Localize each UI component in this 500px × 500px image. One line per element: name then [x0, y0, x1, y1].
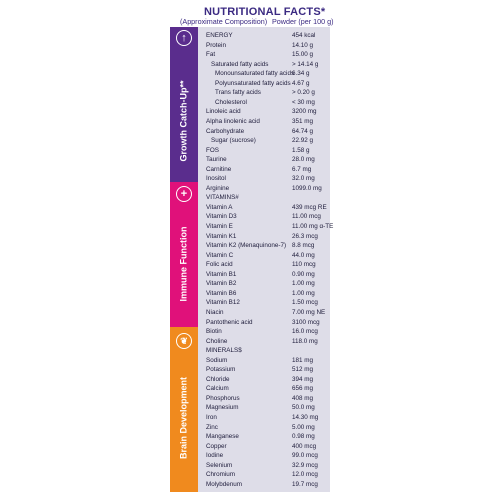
nutrient-name: Chromium — [206, 471, 236, 479]
table-row — [198, 79, 330, 89]
table-row — [198, 41, 330, 51]
nutrient-name: Biotin — [206, 328, 222, 336]
nutrient-name: Trans fatty acids — [215, 89, 261, 97]
subtitle-left: (Approximate Composition) — [180, 17, 268, 26]
nutrient-value: 12.0 mcg — [292, 471, 318, 479]
nutrient-name: Sugar (sucrose) — [211, 137, 256, 145]
table-row — [198, 136, 330, 146]
nutrient-value: > 0.20 g — [292, 89, 315, 97]
nutrient-name: MINERALS$ — [206, 347, 242, 355]
nutrient-value: 512 mg — [292, 366, 314, 374]
nutrient-value: 22.92 g — [292, 137, 314, 145]
nutrient-value: 19.7 mcg — [292, 480, 318, 488]
nutrient-name: Magnesium — [206, 404, 239, 412]
table-row — [198, 203, 330, 213]
nutrient-name: Iodine — [206, 452, 224, 460]
table-row — [198, 241, 330, 251]
nutrient-value: 1.50 mcg — [292, 299, 318, 307]
nutrient-name: Linoleic acid — [206, 108, 241, 116]
nutrient-name: Saturated fatty acids — [211, 60, 269, 68]
table-row — [198, 423, 330, 433]
nutrient-name: Vitamin C — [206, 251, 234, 259]
nutrient-value: 408 mg — [292, 394, 314, 402]
table-row — [198, 117, 330, 127]
nutrient-name: Protein — [206, 41, 226, 49]
table-row — [198, 308, 330, 318]
nutrient-value: 0.90 mg — [292, 270, 315, 278]
nutrient-value: 64.74 g — [292, 127, 314, 135]
up-arrow-icon: ↑ — [176, 30, 192, 46]
growth-label: Growth Catch-Up** — [178, 80, 189, 162]
table-row — [198, 212, 330, 222]
nutrient-value: 11.00 mcg — [292, 213, 321, 221]
nutrient-value: 14.30 mg — [292, 414, 319, 421]
table-row — [198, 413, 330, 423]
table-row — [198, 384, 330, 394]
nutrient-name: Vitamin B2 — [206, 280, 237, 288]
nutrient-value: 11.00 mg α-TE — [292, 223, 334, 230]
table-row — [198, 31, 330, 41]
nutrient-name: Alpha linolenic acid — [206, 117, 260, 125]
table-row — [198, 327, 330, 337]
table-row — [198, 232, 330, 242]
nutrient-name: Chloride — [206, 375, 230, 383]
table-row — [198, 432, 330, 442]
table-row — [198, 50, 330, 60]
nutrient-value: 50.0 mg — [292, 404, 315, 412]
table-row — [198, 69, 330, 79]
table-row — [198, 356, 330, 366]
table-row — [198, 346, 330, 356]
table-row — [198, 165, 330, 175]
nutrient-name: Vitamin K2 (Menaquinone-7) — [206, 242, 287, 250]
nutrient-name: ENERGY — [206, 32, 233, 39]
nutrient-value: > 14.14 g — [292, 60, 319, 68]
nutrient-name: Vitamin E — [206, 223, 233, 230]
nutrient-name: Arginine — [206, 184, 230, 192]
table-row — [198, 174, 330, 184]
nutrient-name: Inositol — [206, 175, 226, 183]
table-row — [198, 260, 330, 270]
nutrient-value: 351 mg — [292, 117, 314, 125]
nutrient-name: Carbohydrate — [206, 127, 245, 135]
nutrient-value: 1.58 g — [292, 146, 310, 154]
nutrient-value: 28.0 mg — [292, 156, 315, 164]
nutrient-name: Folic acid — [206, 261, 233, 269]
nutrient-name: Polyunsaturated fatty acids — [215, 79, 291, 87]
table-row — [198, 451, 330, 461]
nutrient-name: Choline — [206, 337, 228, 345]
nutrient-value: 656 mg — [292, 385, 314, 393]
nutrient-value: 454 kcal — [292, 32, 316, 39]
plus-cross-icon: + — [176, 186, 192, 202]
nutrient-name: Vitamin A — [206, 203, 233, 211]
table-row — [198, 251, 330, 261]
table-row — [198, 442, 330, 452]
table-row — [198, 184, 330, 194]
table-row — [198, 155, 330, 165]
table-row — [198, 480, 330, 490]
nutrient-name: Vitamin K1 — [206, 232, 237, 240]
nutrient-name: Cholesterol — [215, 98, 247, 106]
table-row — [198, 403, 330, 413]
nutrient-name: Molybdenum — [206, 480, 243, 488]
nutrient-value: 14.10 g — [292, 41, 314, 49]
nutrient-value: 1.00 mg — [292, 280, 315, 288]
table-row — [198, 107, 330, 117]
nutrient-value: 394 mg — [292, 375, 314, 383]
nutrient-value: 99.0 mcg — [292, 452, 318, 460]
nutrient-value: 0.98 mg — [292, 433, 315, 441]
nutrient-value: 7.00 mg NE — [292, 308, 326, 316]
table-row — [198, 337, 330, 347]
brain-icon: ❦ — [176, 333, 192, 349]
nutrient-value: 26.3 mcg — [292, 232, 318, 240]
page-title: NUTRITIONAL FACTS* — [204, 6, 326, 18]
nutrient-name: Vitamin B12 — [206, 299, 240, 307]
table-row — [198, 298, 330, 308]
nutrient-name: Selenium — [206, 461, 233, 469]
table-row — [198, 394, 330, 404]
nutrient-name: Manganese — [206, 433, 239, 441]
nutrient-value: 1.00 mg — [292, 289, 315, 297]
table-row — [198, 60, 330, 70]
table-row — [198, 279, 330, 289]
nutrient-value: 5.00 mg — [292, 423, 315, 431]
nutrient-name: Phosphorus — [206, 394, 240, 402]
nutrient-name: Potassium — [206, 366, 236, 374]
nutrient-value: 181 mg — [292, 356, 314, 364]
nutrient-value: 32.0 mg — [292, 175, 315, 183]
nutrient-name: Zinc — [206, 423, 218, 431]
table-row — [198, 289, 330, 299]
nutrient-name: Calcium — [206, 385, 229, 393]
nutrient-name: Iron — [206, 414, 217, 421]
nutrient-value: 439 mcg RE — [292, 203, 327, 211]
nutrient-value: 110 mcg — [292, 261, 316, 269]
nutrient-name: Fat — [206, 51, 216, 59]
table-row — [198, 88, 330, 98]
nutrient-name: Carnitine — [206, 165, 232, 173]
nutrient-name: Taurine — [206, 156, 227, 164]
brain-label: Brain Development — [178, 376, 189, 460]
nutrient-name: Pantothenic acid — [206, 318, 253, 326]
nutrient-name: FOS — [206, 146, 219, 154]
nutrient-name: Vitamin D3 — [206, 213, 237, 221]
table-row — [198, 318, 330, 328]
table-row — [198, 365, 330, 375]
nutrient-name: Vitamin B6 — [206, 289, 237, 297]
nutrient-value: 8.8 mcg — [292, 242, 315, 250]
nutrient-value: 400 mcg — [292, 442, 317, 450]
subtitle — [180, 17, 334, 26]
nutrient-value: 32.9 mcg — [292, 461, 318, 469]
table-row — [198, 146, 330, 156]
table-row — [198, 193, 330, 203]
nutrient-value: 1099.0 mg — [292, 184, 322, 192]
nutrient-value: 3200 mg — [292, 108, 317, 116]
nutrient-value: 118.0 mg — [292, 337, 318, 345]
nutrient-value: 6.7 mg — [292, 165, 312, 173]
nutrient-name: Copper — [206, 442, 227, 450]
nutrient-name: Monounsaturated fatty acids — [215, 70, 295, 78]
nutrient-name: Vitamin B1 — [206, 270, 237, 278]
nutrients-table — [198, 27, 334, 492]
nutrient-value: 15.00 g — [292, 51, 314, 59]
table-row — [198, 222, 334, 232]
nutrient-value: 4.67 g — [292, 79, 310, 87]
subtitle-right: Powder (per 100 g) — [272, 17, 334, 26]
nutrient-value: 3100 mcg — [292, 318, 320, 326]
table-row — [198, 375, 330, 385]
table-row — [198, 270, 330, 280]
nutrient-value: 6.34 g — [292, 70, 310, 78]
nutrient-name: Niacin — [206, 308, 224, 316]
nutrient-value: 44.0 mg — [292, 251, 315, 259]
table-row — [198, 127, 330, 137]
nutrient-name: VITAMINS# — [206, 194, 239, 202]
nutrient-value: < 30 mg — [292, 98, 315, 106]
table-row — [198, 470, 330, 480]
immune-label: Immune Function — [178, 226, 189, 302]
nutrient-value: 16.0 mcg — [292, 328, 318, 336]
nutrient-name: Sodium — [206, 356, 228, 364]
table-row — [198, 98, 330, 108]
table-row — [198, 461, 330, 471]
